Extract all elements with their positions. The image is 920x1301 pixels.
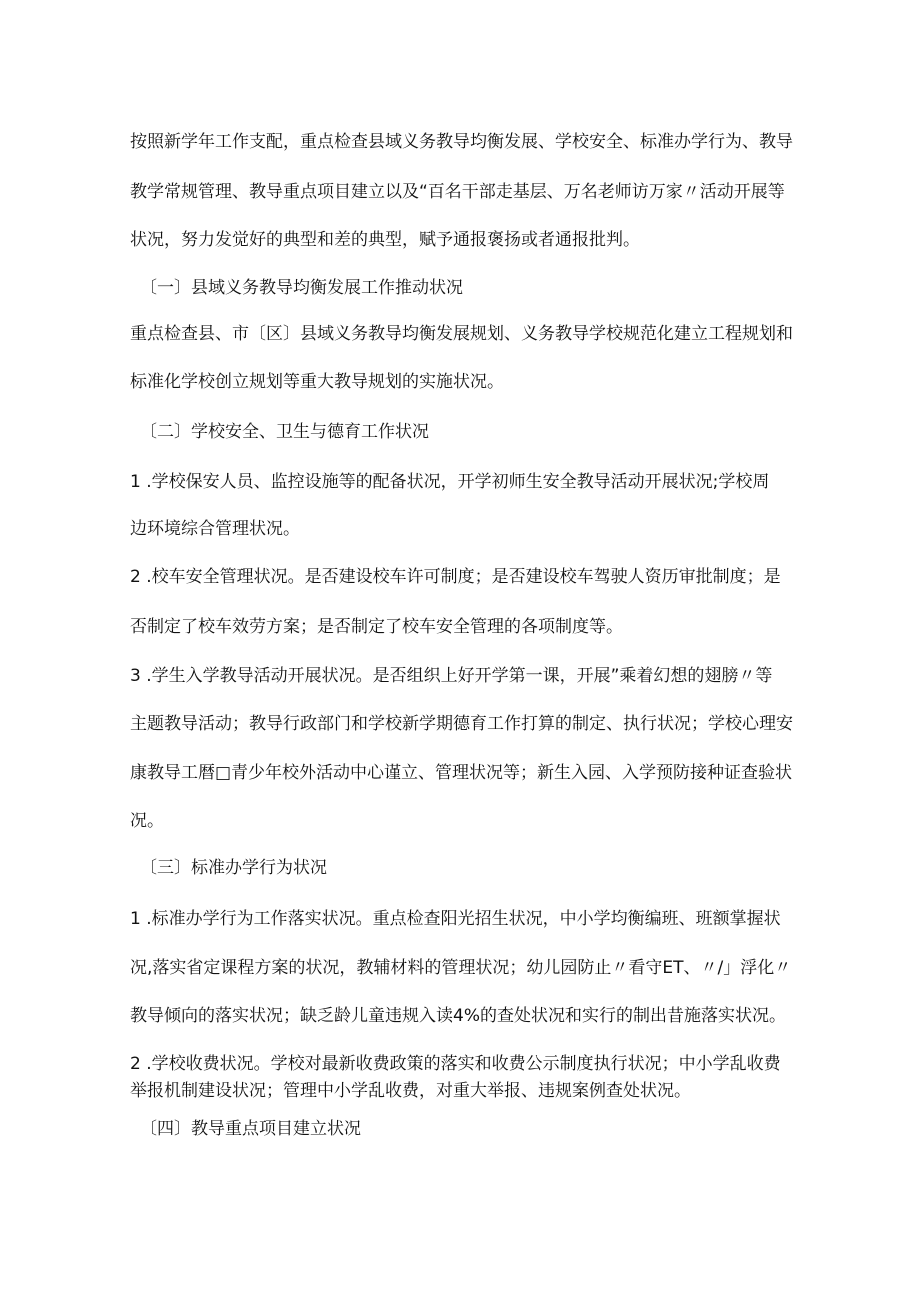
list-item-line: 主题教导活动；教导行政部门和学校新学期德育工作打算的制定、执行状况；学校心理安: [130, 714, 793, 734]
list-item-line: 2 .校车安全管理状况。是否建设校车许可制度；是否建设校车驾驶人资历审批制度；是: [130, 567, 781, 587]
paragraph-line: 重点检查县、市〔区〕县域义务教导均衡发展规划、义务教导学校规范化建立工程规划和: [130, 324, 793, 344]
list-item-line: 否制定了校车效劳方案；是否制定了校车安全管理的各项制度等。: [130, 617, 623, 637]
section-heading-4: 〔四〕教导重点项目建立状况: [140, 1119, 361, 1139]
list-item-line: 况,落实省定课程方案的状况，教辅材料的管理状况；幼儿园防止〃看守ET、〃/」浮化〃: [130, 958, 792, 978]
list-item-line: 教导倾向的落实状况；缺乏龄儿童违规入读4%的查处状况和实行的制出昔施落实状况。: [130, 1006, 786, 1026]
intro-line: 状况，努力发觉好的典型和差的典型，赋予通报褒扬或者通报批判。: [130, 230, 640, 250]
list-item-line: 1 .学校保安人员、监控设施等的配备状况，开学初师生安全教导活动开展状况;学校周: [130, 472, 770, 492]
list-item-line: 3 .学生入学教导活动开展状况。是否组织上好开学第一课，开展”乘着幻想的翅膀〃等: [130, 666, 773, 686]
list-item-line: 康教导工暦□青少年校外活动中心谨立、管理状况等；新生入园、入学预防接种证查验状: [130, 763, 793, 783]
list-item-line: 况。: [130, 811, 164, 831]
section-heading-3: 〔三〕标准办学行为状况: [140, 858, 327, 878]
list-item-line: 1 .标准办学行为工作落实状况。重点检查阳光招生状况，中小学均衡编班、班额掌握状: [130, 909, 781, 929]
list-item-line: 边环境综合管理状况。: [130, 519, 300, 539]
intro-line: 按照新学年工作支配，重点检查县域义务教导均衡发展、学校安全、标准办学行为、教导: [130, 132, 793, 152]
list-item-line: 2 .学校收费状况。学校对最新收费政策的落实和收费公示制度执行状况；中小学乱收费: [130, 1054, 781, 1074]
intro-line: 教学常规管理、教导重点项目建立以及“百名干部走基层、万名老师访万家〃活动开展等: [130, 182, 785, 202]
section-heading-2: 〔二〕学校安全、卫生与德育工作状况: [140, 422, 429, 442]
section-heading-1: 〔一〕县域义务教导均衡发展工作推动状况: [140, 278, 463, 298]
list-item-line: 举报机制建设状况；管理中小学乱收费，对重大举报、违规案例查处状况。: [130, 1081, 691, 1101]
paragraph-line: 标准化学校创立规划等重大教导规划的实施状况。: [130, 372, 504, 392]
